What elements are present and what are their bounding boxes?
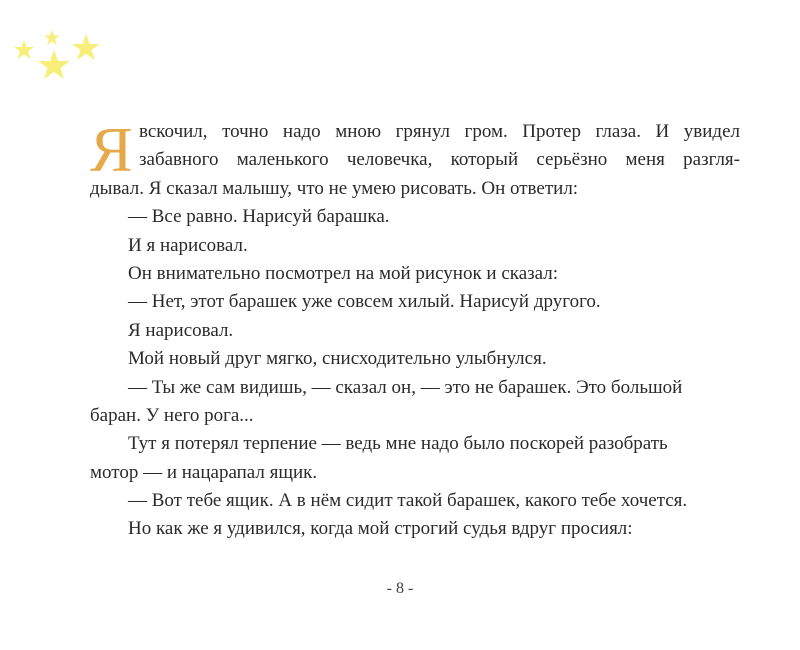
text-line: — Нет, этот барашек уже совсем хилый. Нарисуй другого. bbox=[128, 291, 601, 313]
text-line: Я нарисовал. bbox=[128, 319, 234, 341]
star-icon bbox=[72, 34, 100, 60]
star-icon bbox=[38, 50, 70, 79]
text-line: мотор — и нацарапал ящик. bbox=[90, 461, 318, 483]
text-line: Тут я потерял терпение — ведь мне надо было поскорей разобрать bbox=[128, 433, 668, 455]
text-line: — Ты же сам видишь, — сказал он, — это не барашек. Это большой bbox=[128, 376, 683, 398]
text-line: забавного маленького человечка, который серьёзно меня разгля- bbox=[139, 149, 740, 171]
page-number: - 8 - bbox=[386, 580, 414, 597]
text-line: Но как же я удивился, когда мой строгий судья вдруг просиял: bbox=[128, 518, 633, 540]
text-line: — Вот тебе ящик. А в нём сидит такой барашек, какого тебе хочется. bbox=[128, 490, 688, 512]
stars-icon bbox=[10, 22, 110, 92]
text-line: дывал. Я сказал малышу, что не умею рисовать. Он ответил: bbox=[90, 177, 579, 199]
text-line: вскочил, точно надо мною грянул гром. Протер глаза. И увидел bbox=[139, 121, 740, 142]
text-line: — Все равно. Нарисуй барашка. bbox=[128, 206, 390, 228]
story-text bbox=[90, 114, 740, 544]
drop-cap: Я bbox=[90, 114, 133, 185]
star-icon bbox=[44, 30, 60, 45]
text-line: Мой новый друг мягко, снисходительно улыбнулся. bbox=[128, 348, 547, 370]
text-line: И я нарисовал. bbox=[128, 234, 248, 256]
text-line: баран. У него рога... bbox=[90, 404, 254, 426]
text-line: Он внимательно посмотрел на мой рисунок и сказал: bbox=[128, 262, 559, 284]
star-icon bbox=[14, 40, 34, 59]
